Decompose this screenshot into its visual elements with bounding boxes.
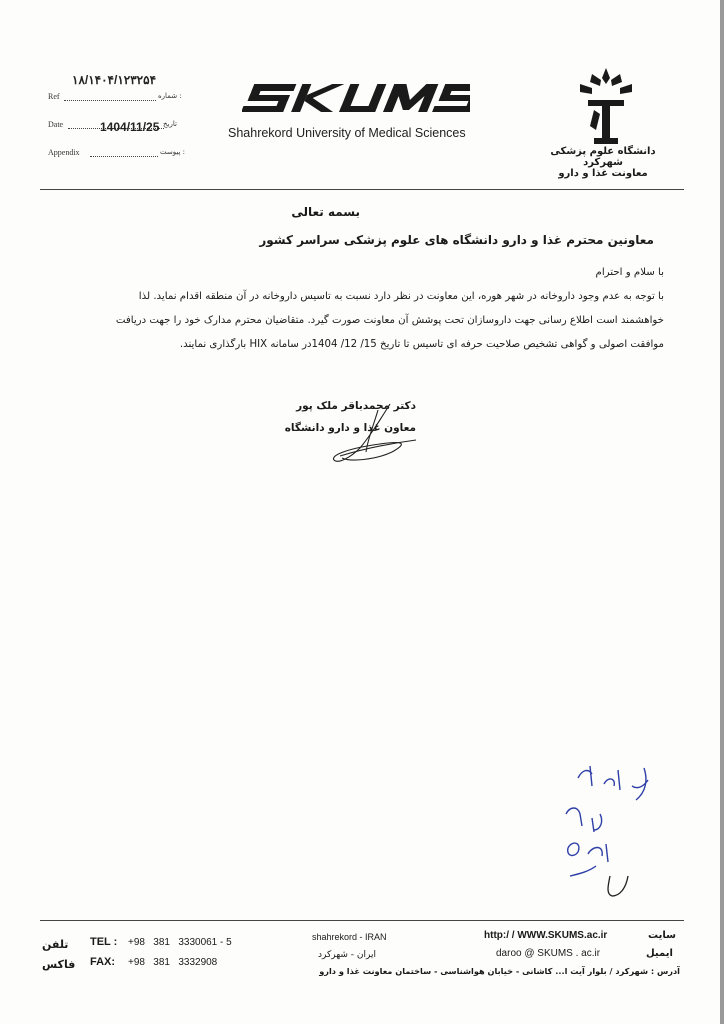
signature-scribble	[320, 400, 430, 470]
date-label-fa: تاریخ	[163, 120, 177, 128]
fax-label-en: FAX:	[90, 956, 116, 968]
body-line-3: موافقت اصولی و گواهی تشخیص صلاحیت حرفه ای تاسیس تا تاریخ 15/ 12/ 1404در سامانه HIX بارگذاری نمایند.	[179, 339, 664, 350]
appendix-dots	[90, 156, 158, 157]
appendix-label-fa: پیوست :	[160, 148, 186, 156]
ref-label-en: Ref	[48, 92, 60, 101]
tel-label-fa: تلفن	[42, 938, 69, 951]
university-name-en: Shahrekord University of Medical Sciences	[228, 126, 466, 140]
email-value: daroo @ SKUMS . ac.ir	[496, 948, 601, 959]
footer-rule	[40, 920, 684, 921]
address-line: آدرس : شهرکرد / بلوار آیت ا... کاشانی - خیابان هواشناسی - ساختمان معاونت غذا و دارو	[319, 966, 680, 976]
handwritten-note	[548, 756, 668, 906]
greeting: با سلام و احترام	[595, 267, 664, 278]
body-line-1: با توجه به عدم وجود داروخانه در شهر هوره، این معاونت در نظر دارد نسبت به تاسیس داروخانه در آن منطقه اقدام نماید. لذا	[138, 291, 664, 302]
recipient-line: معاونین محترم غذا و دارو دانشگاه های علوم پزشکی سراسر کشور	[259, 233, 654, 247]
date-value: 1404/11/25	[100, 120, 160, 134]
email-label-fa: ایمیل	[646, 948, 673, 959]
ref-number: ۱۸/۱۴۰۴/۱۲۳۲۵۴	[72, 73, 157, 87]
signer-name: دکتر محمدباقر ملک پور	[296, 400, 416, 412]
date-label-en: Date	[48, 120, 64, 129]
fax-value: +98 381 3332908	[128, 957, 218, 968]
invocation: بسمه تعالی	[291, 205, 360, 219]
department-name-fa: معاونت غذا و دارو	[558, 168, 648, 179]
fax-label-fa: فاکس	[42, 958, 76, 971]
tel-label-en: TEL :	[90, 936, 118, 948]
appendix-label-en: Appendix	[48, 148, 80, 157]
city-fa: ایران - شهرکرد	[318, 950, 376, 960]
body-line-2: خواهشمند است اطلاع رسانی جهت داروسازان تحت پوشش آن معاونت صورت گیرد. متقاضیان محترم مدارک خود را جهت دریافت	[115, 315, 664, 326]
skums-logo	[242, 80, 470, 116]
city-en: shahrekord - IRAN	[312, 932, 387, 942]
university-emblem-icon	[574, 66, 638, 146]
website-label-fa: سایت	[648, 930, 676, 941]
header-rule	[40, 189, 684, 190]
tel-value: +98 381 3330061 - 5	[128, 937, 232, 948]
signer-title: معاون غذا و دارو دانشگاه	[284, 422, 416, 434]
ref-dots	[64, 100, 156, 101]
ref-label-fa: شماره :	[158, 92, 182, 100]
university-name-fa: دانشگاه علوم پزشکی شهرکرد	[550, 146, 656, 168]
website-value: http:/ / WWW.SKUMS.ac.ir	[484, 930, 608, 941]
scan-edge	[720, 0, 724, 1024]
